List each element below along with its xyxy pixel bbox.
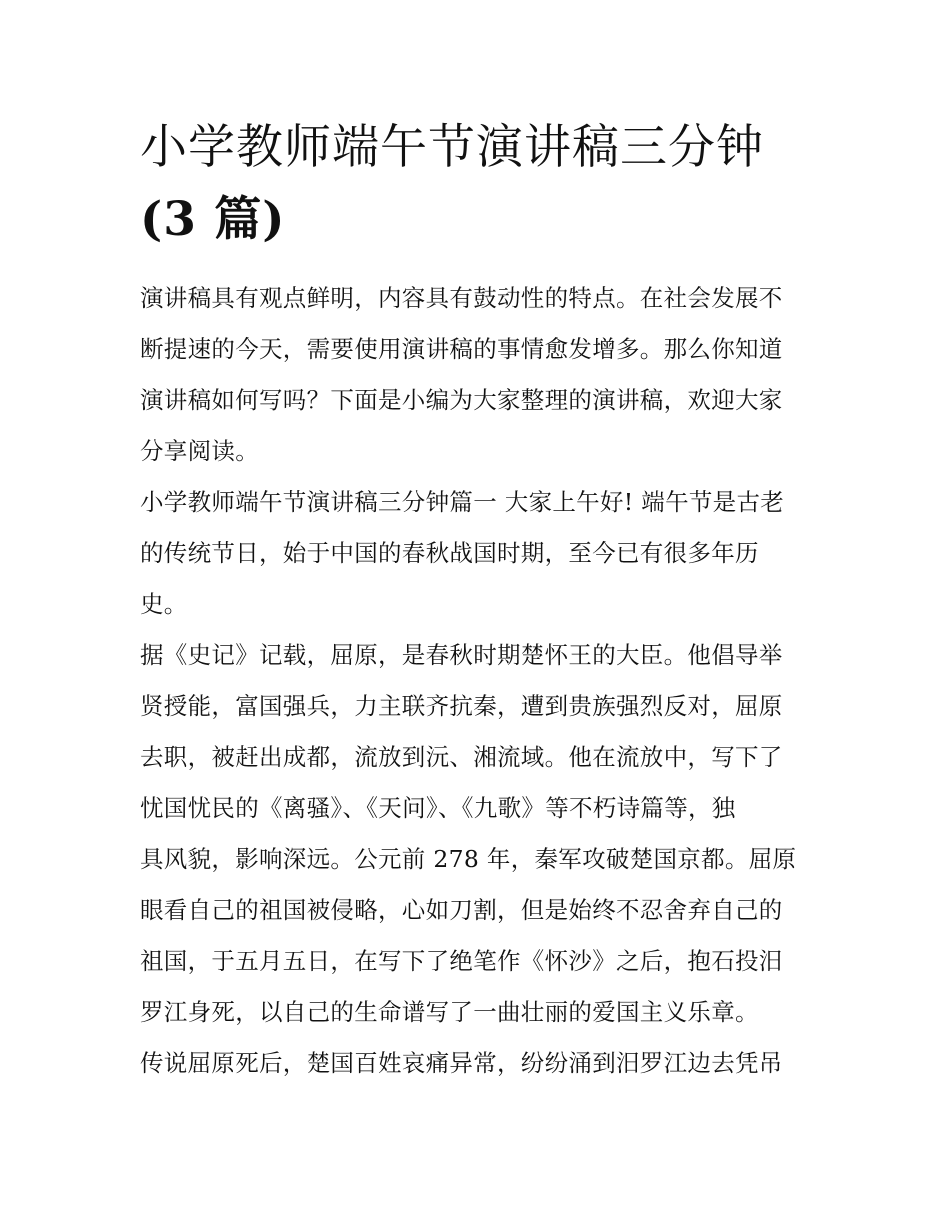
title-line: 小学教师端午节演讲稿三分钟 — [140, 120, 764, 175]
text-line: 的传统节日，始于中国的春秋战国时期，至今已有很多年历 — [140, 539, 759, 567]
text-line: 小学教师端午节演讲稿三分钟篇一 大家上午好! 端午节是古老 — [140, 488, 785, 516]
paragraph-speech-one-opening — [140, 477, 816, 630]
text-line: 去职，被赶出成都，流放到沅、湘流域。他在流放中，写下了 — [140, 743, 783, 771]
title-line: (3 篇) — [140, 192, 286, 247]
document-body — [140, 112, 816, 1089]
paragraph-intro — [140, 273, 816, 477]
text-line: 眼看自己的祖国被侵略，心如刀割，但是始终不忍舍弃自己的 — [140, 896, 783, 924]
paragraph-qu-yuan-history — [140, 630, 816, 1038]
text-line: 贤授能，富国强兵，力主联齐抗秦，遭到贵族强烈反对，屈原 — [140, 692, 783, 720]
text-line: 分享阅读。 — [140, 437, 259, 465]
text-line: 史。 — [140, 590, 188, 618]
text-line: 演讲稿具有观点鲜明，内容具有鼓动性的特点。在社会发展不 — [140, 284, 783, 312]
text-line: 演讲稿如何写吗？下面是小编为大家整理的演讲稿，欢迎大家 — [140, 386, 783, 414]
text-line: 据《史记》记载，屈原，是春秋时期楚怀王的大臣。他倡导举 — [140, 641, 783, 669]
text-line: 忧国忧民的《离骚》、《天问》、《九歌》等不朽诗篇等，独 — [140, 794, 736, 822]
text-line: 传说屈原死后，楚国百姓哀痛异常，纷纷涌到汨罗江边去凭吊 — [140, 1049, 783, 1077]
text-line: 断提速的今天，需要使用演讲稿的事情愈发增多。那么你知道 — [140, 335, 783, 363]
text-line: 罗江身死，以自己的生命谱写了一曲壮丽的爱国主义乐章。 — [140, 998, 759, 1026]
paragraph-legend — [140, 1038, 816, 1089]
document-title — [140, 112, 816, 256]
text-line: 祖国，于五月五日，在写下了绝笔作《怀沙》之后，抱石投汨 — [140, 947, 783, 975]
text-line: 具风貌，影响深远。公元前 278 年，秦军攻破楚国京都。屈原 — [140, 845, 797, 873]
